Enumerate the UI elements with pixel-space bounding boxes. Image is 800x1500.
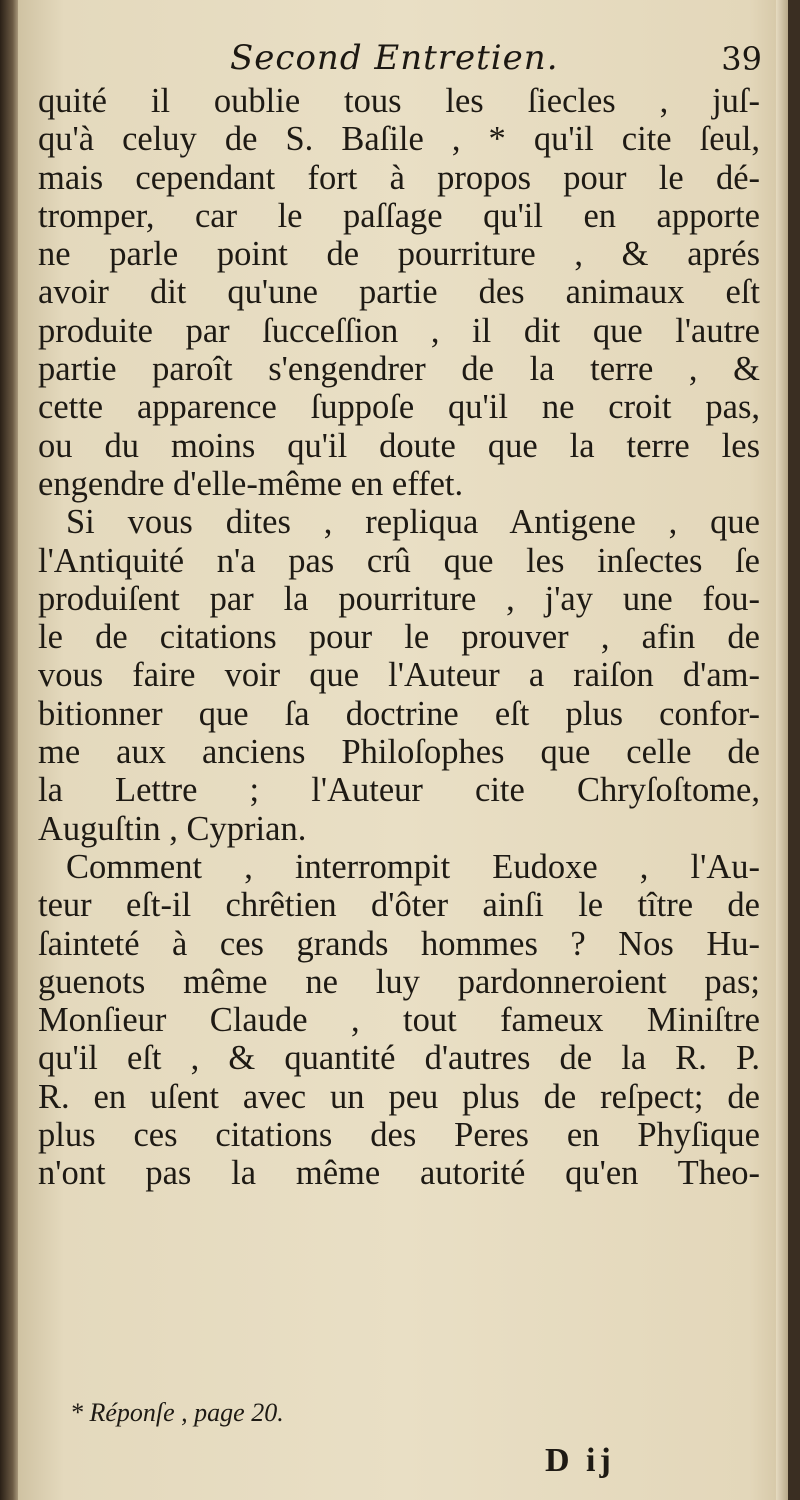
text-line: quité il oublie tous les ſiecles , juſ- [38,82,760,120]
running-header [18,38,788,88]
text-line: le de citations pour le prouver , afin de [38,618,760,657]
footnote: * Réponſe , page 20. [70,1398,284,1427]
text-line: qu'il eſt , & quantité d'autres de la R. P. [38,1039,760,1078]
text-line: partie paroît s'engendrer de la terre , & [38,350,760,389]
text-line: produite par ſucceſſion , il dit que l'autre [38,311,760,350]
text-line: ſainteté à ces grands hommes ? Nos Hu- [38,924,760,963]
text-line: mais cependant fort à propos pour le dé- [38,158,760,197]
text-line: ou du moins qu'il doute que la terre les [38,426,760,465]
text-line: Comment , interrompit Eudoxe , l'Au- [66,847,760,886]
book-page [18,0,788,1500]
text-line: teur eſt-il chrêtien d'ôter ainſi le tître de [38,886,760,925]
text-line: Auguſtin , Cyprian. [38,809,307,848]
text-line: cette apparence ſuppoſe qu'il ne croit pas, [38,388,760,427]
text-line: ne parle point de pourriture , & aprés [38,235,760,274]
text-line: l'Antiquité n'a pas crû que les inſectes ſe [38,541,760,580]
book-spine [0,0,18,1500]
text-line: qu'à celuy de S. Baſile , * qu'il cite ſeul, [38,120,760,159]
body-text [38,82,760,1193]
text-line: me aux anciens Philoſophes que celle de [38,733,760,772]
text-line: bitionner que ſa doctrine eſt plus confor- [38,694,760,733]
text-line: plus ces citations des Peres en Phyſique [38,1116,760,1155]
signature-mark: D ij [545,1442,615,1479]
text-line: R. en uſent avec un peu plus de reſpect; de [38,1077,760,1116]
text-line: guenots même ne luy pardonneroient pas; [38,962,760,1001]
text-line: la Lettre ; l'Auteur cite Chryſoſtome, [38,771,760,810]
text-line: Si vous dites , repliqua Antigene , que [66,503,760,542]
running-title: Second Entretien. [230,38,559,78]
page-number: 39 [721,40,762,78]
text-line: engendre d'elle-même en effet. [38,464,464,503]
page-edge-shadow [776,0,788,1500]
text-line: avoir dit qu'une partie des animaux eſt [38,273,760,312]
text-line: tromper, car le paſſage qu'il en apporte [38,196,760,235]
text-line: produiſent par la pourriture , j'ay une fou- [38,579,760,618]
text-line: Monſieur Claude , tout fameux Miniſtre [38,1001,760,1040]
text-line: vous faire voir que l'Auteur a raiſon d'am- [38,656,760,695]
text-line: n'ont pas la même autorité qu'en Theo- [38,1154,760,1193]
